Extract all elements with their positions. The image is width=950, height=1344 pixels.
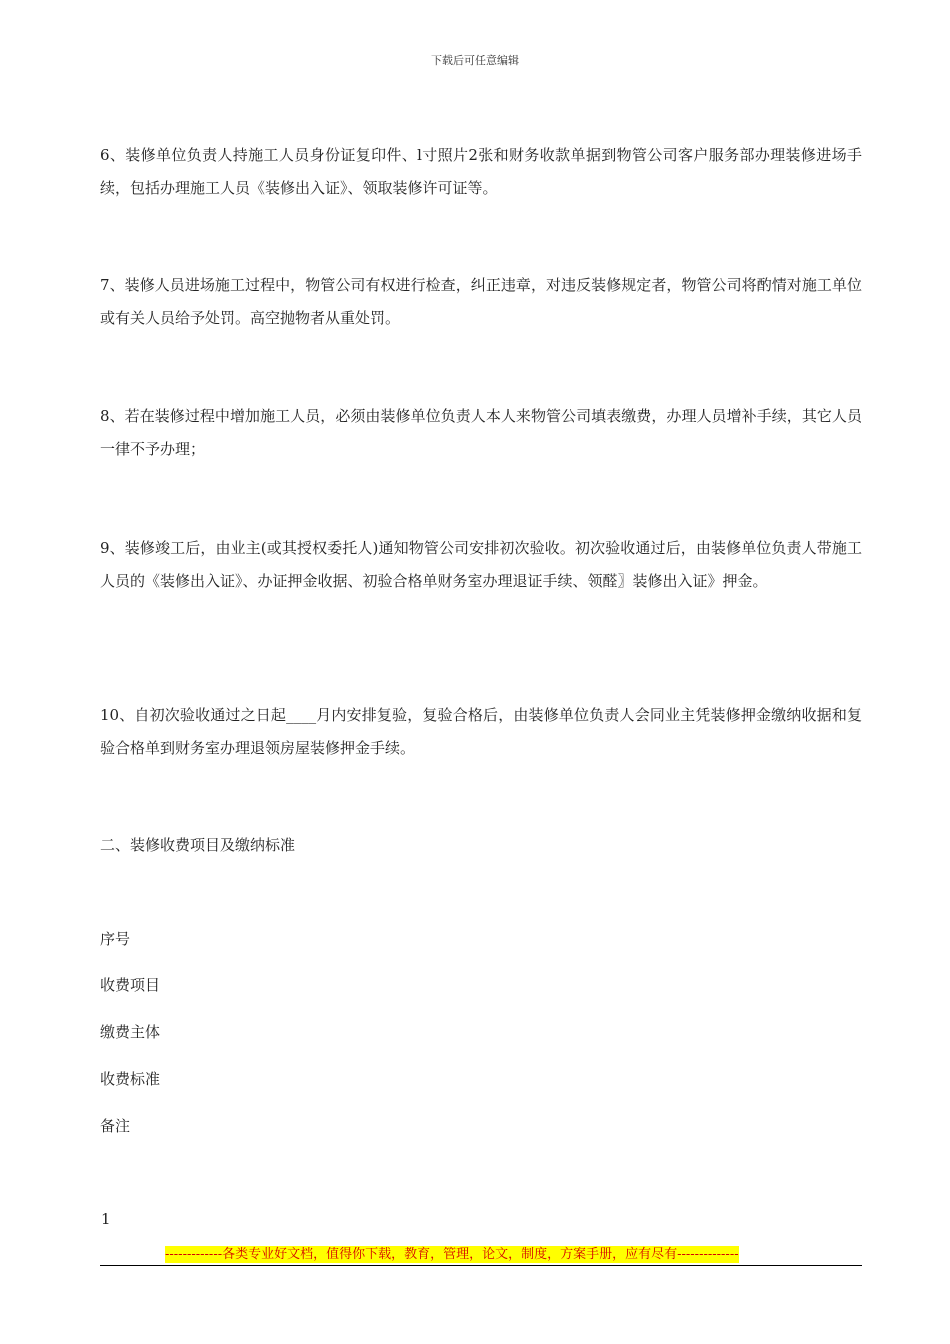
footer-banner: -------------各类专业好文档，值得你下载，教育，管理，论文，制度，方案手册，应有尽有-------------- xyxy=(165,1247,739,1262)
paragraph-item-9: 9、装修竣工后，由业主(或其授权委托人)通知物管公司安排初次验收。初次验收通过后，由装修单位负责人带施工人员的《装修出入证》、办证押金收据、初验合格单财务室办理退证手续、领醛〗装修出入证》押金。 xyxy=(100,539,862,590)
table-column-label: 序号 xyxy=(100,930,131,948)
paragraph-item-10: 10、自初次验收通过之日起____月内安排复验，复验合格后，由装修单位负责人会同业主凭装修押金缴纳收据和复验合格单到财务室办理退领房屋装修押金手续。 xyxy=(100,706,862,757)
section-heading: 二、装修收费项目及缴纳标准 xyxy=(100,836,296,854)
paragraph-item-8: 8、若在装修过程中增加施工人员，必须由装修单位负责人本人来物管公司填表缴费，办理人员增补手续，其它人员一律不予办理； xyxy=(100,407,862,458)
footer-divider xyxy=(100,1265,862,1266)
table-column-label: 备注 xyxy=(100,1117,131,1135)
table-column-label: 收费标准 xyxy=(100,1070,161,1088)
table-column-label: 缴费主体 xyxy=(100,1023,161,1041)
table-column-label: 收费项目 xyxy=(100,976,161,994)
paragraph-item-6: 6、装修单位负责人持施工人员身份证复印件、l寸照片2张和财务收款单据到物管公司客户服务部办理装修进场手续，包括办理施工人员《装修出入证》、领取装修许可证等。 xyxy=(100,146,862,197)
page-header: 下载后可任意编辑 xyxy=(431,54,519,67)
paragraph-item-7: 7、装修人员进场施工过程中，物管公司有权进行检查，纠正违章，对违反装修规定者，物管公司将酌情对施工单位或有关人员给予处罚。高空抛物者从重处罚。 xyxy=(100,276,862,327)
page-number: 1 xyxy=(101,1210,111,1228)
